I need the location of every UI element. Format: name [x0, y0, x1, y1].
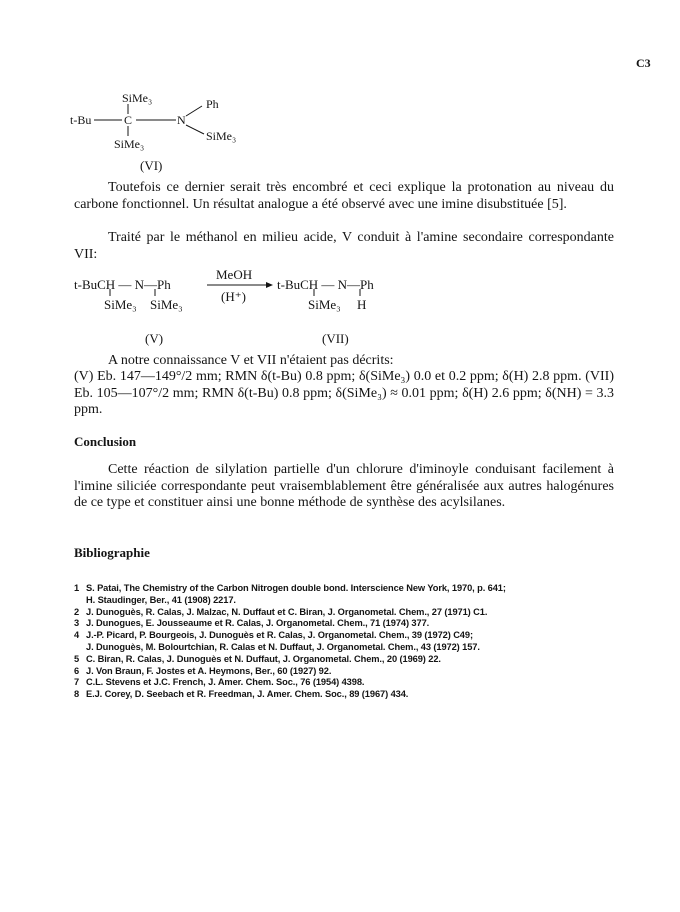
- reference-number: 4: [74, 630, 80, 641]
- conclusion-heading: Conclusion: [74, 434, 137, 449]
- reference-number: 5: [74, 653, 80, 664]
- reaction-reagent-acid: (H⁺): [221, 289, 246, 304]
- reaction-left-main: t-BuCH — N—Ph: [74, 277, 171, 292]
- reference-number: 7: [74, 677, 80, 688]
- reference-number: 3: [74, 618, 80, 629]
- reaction-scheme: [74, 268, 434, 318]
- reaction-right-sime3: SiMe₃: [308, 297, 341, 312]
- reaction-left-sime3-2: SiMe₃: [150, 297, 183, 312]
- vi-c: C: [124, 113, 133, 127]
- reference-item: [74, 607, 634, 619]
- paragraph-unknown-compounds: A notre connaissance V et VII n'étaient pas décrits:: [108, 353, 394, 368]
- reference-number: 6: [74, 665, 80, 676]
- compound-v-label: (V): [145, 331, 164, 346]
- reference-item: [74, 618, 634, 630]
- reference-list: [74, 583, 634, 701]
- conclusion-text: Cette réaction de silylation partielle d'un chlorure d'iminoyle conduisant facilement à l'imine siliciée correspondante peut vraisemblablement être généralisée aux autres halogénures de ce type et constituer ainsi une bonne méthode de synthèse des acylsilanes.: [74, 462, 614, 510]
- paragraph-protonation: Toutefois ce dernier serait très encombré et ceci explique la protonation au niveau du carbone fonctionnel. Un résultat analogue a été observé avec une imine disubstituée [5].: [74, 180, 614, 212]
- reaction-left-sime3-1: SiMe₃: [104, 297, 137, 312]
- reference-text: J. Dunoguès, R. Calas, J. Malzac, N. Duffaut et C. Biran, J. Organometal. Chem., 27 (1971) C1.: [86, 606, 488, 617]
- reference-item: [74, 654, 634, 666]
- reaction-right-main: t-BuCH — N—Ph: [277, 277, 374, 292]
- page-number: C3: [636, 56, 651, 70]
- reference-item: [74, 666, 634, 678]
- structure-vi: [70, 92, 270, 152]
- vi-tbu: t-Bu: [70, 113, 92, 127]
- compound-vii-label: (VII): [322, 331, 349, 346]
- reference-item: [74, 583, 634, 607]
- vi-sime3-top: SiMe₃: [122, 91, 153, 105]
- reference-item: [74, 677, 634, 689]
- vi-sime3-bottom: SiMe₃: [114, 137, 145, 151]
- reference-text: J. Dunogues, E. Jousseaume et R. Calas, J. Organometal. Chem., 71 (1974) 377.: [86, 618, 430, 629]
- reference-number: 1: [74, 583, 80, 593]
- paragraph-physical-data: (V) Eb. 147—149°/2 mm; RMN δ(t-Bu) 0.8 ppm; δ(SiMe₃) 0.0 et 0.2 ppm; δ(H) 2.8 ppm. (VII) Eb. 105—107°/2 mm; RMN δ(t-Bu) 0.8 ppm; δ(SiMe₃) ≈ 0.01 ppm; δ(H) 2.6 ppm; δ(NH) = 3.3 ppm.: [74, 369, 614, 417]
- vi-sime3-right: SiMe₃: [206, 129, 237, 143]
- reference-text: S. Patai, The Chemistry of the Carbon Nitrogen double bond. Interscience New York, 1970, p. 641; H. Staudinger, Ber., 41 (1908) 2217.: [86, 583, 506, 605]
- reference-text: E.J. Corey, D. Seebach et R. Freedman, J. Amer. Chem. Soc., 89 (1967) 434.: [86, 689, 409, 700]
- reference-text: J.-P. Picard, P. Bourgeois, J. Dunoguès et R. Calas, J. Organometal. Chem., 39 (1972) C49; J. Dunoguès, M. Bolourtchian, R. Calas et N. Duffaut, J. Organometal. Chem., 43 (1972) 157.: [86, 630, 480, 652]
- reference-item: [74, 689, 634, 701]
- vi-ph: Ph: [206, 97, 219, 111]
- structure-vi-label: (VI): [140, 158, 163, 173]
- reference-number: 2: [74, 606, 80, 617]
- paragraph-methanol: Traité par le méthanol en milieu acide, V conduit à l'amine secondaire correspondante VII:: [74, 230, 614, 262]
- reaction-right-h: H: [357, 297, 367, 312]
- bibliography-heading: Bibliographie: [74, 545, 150, 560]
- reference-text: C.L. Stevens et J.C. French, J. Amer. Chem. Soc., 76 (1954) 4398.: [86, 677, 365, 688]
- reaction-reagent-meoh: MeOH: [216, 267, 253, 282]
- structure-vi-bonds: [70, 92, 270, 152]
- reference-text: J. Von Braun, F. Jostes et A. Heymons, Ber., 60 (1927) 92.: [86, 665, 332, 676]
- reference-item: [74, 630, 634, 654]
- reference-number: 8: [74, 689, 80, 700]
- vi-n: N: [177, 113, 186, 127]
- reference-text: C. Biran, R. Calas, J. Dunoguès et N. Duffaut, J. Organometal. Chem., 20 (1969) 22.: [86, 653, 441, 664]
